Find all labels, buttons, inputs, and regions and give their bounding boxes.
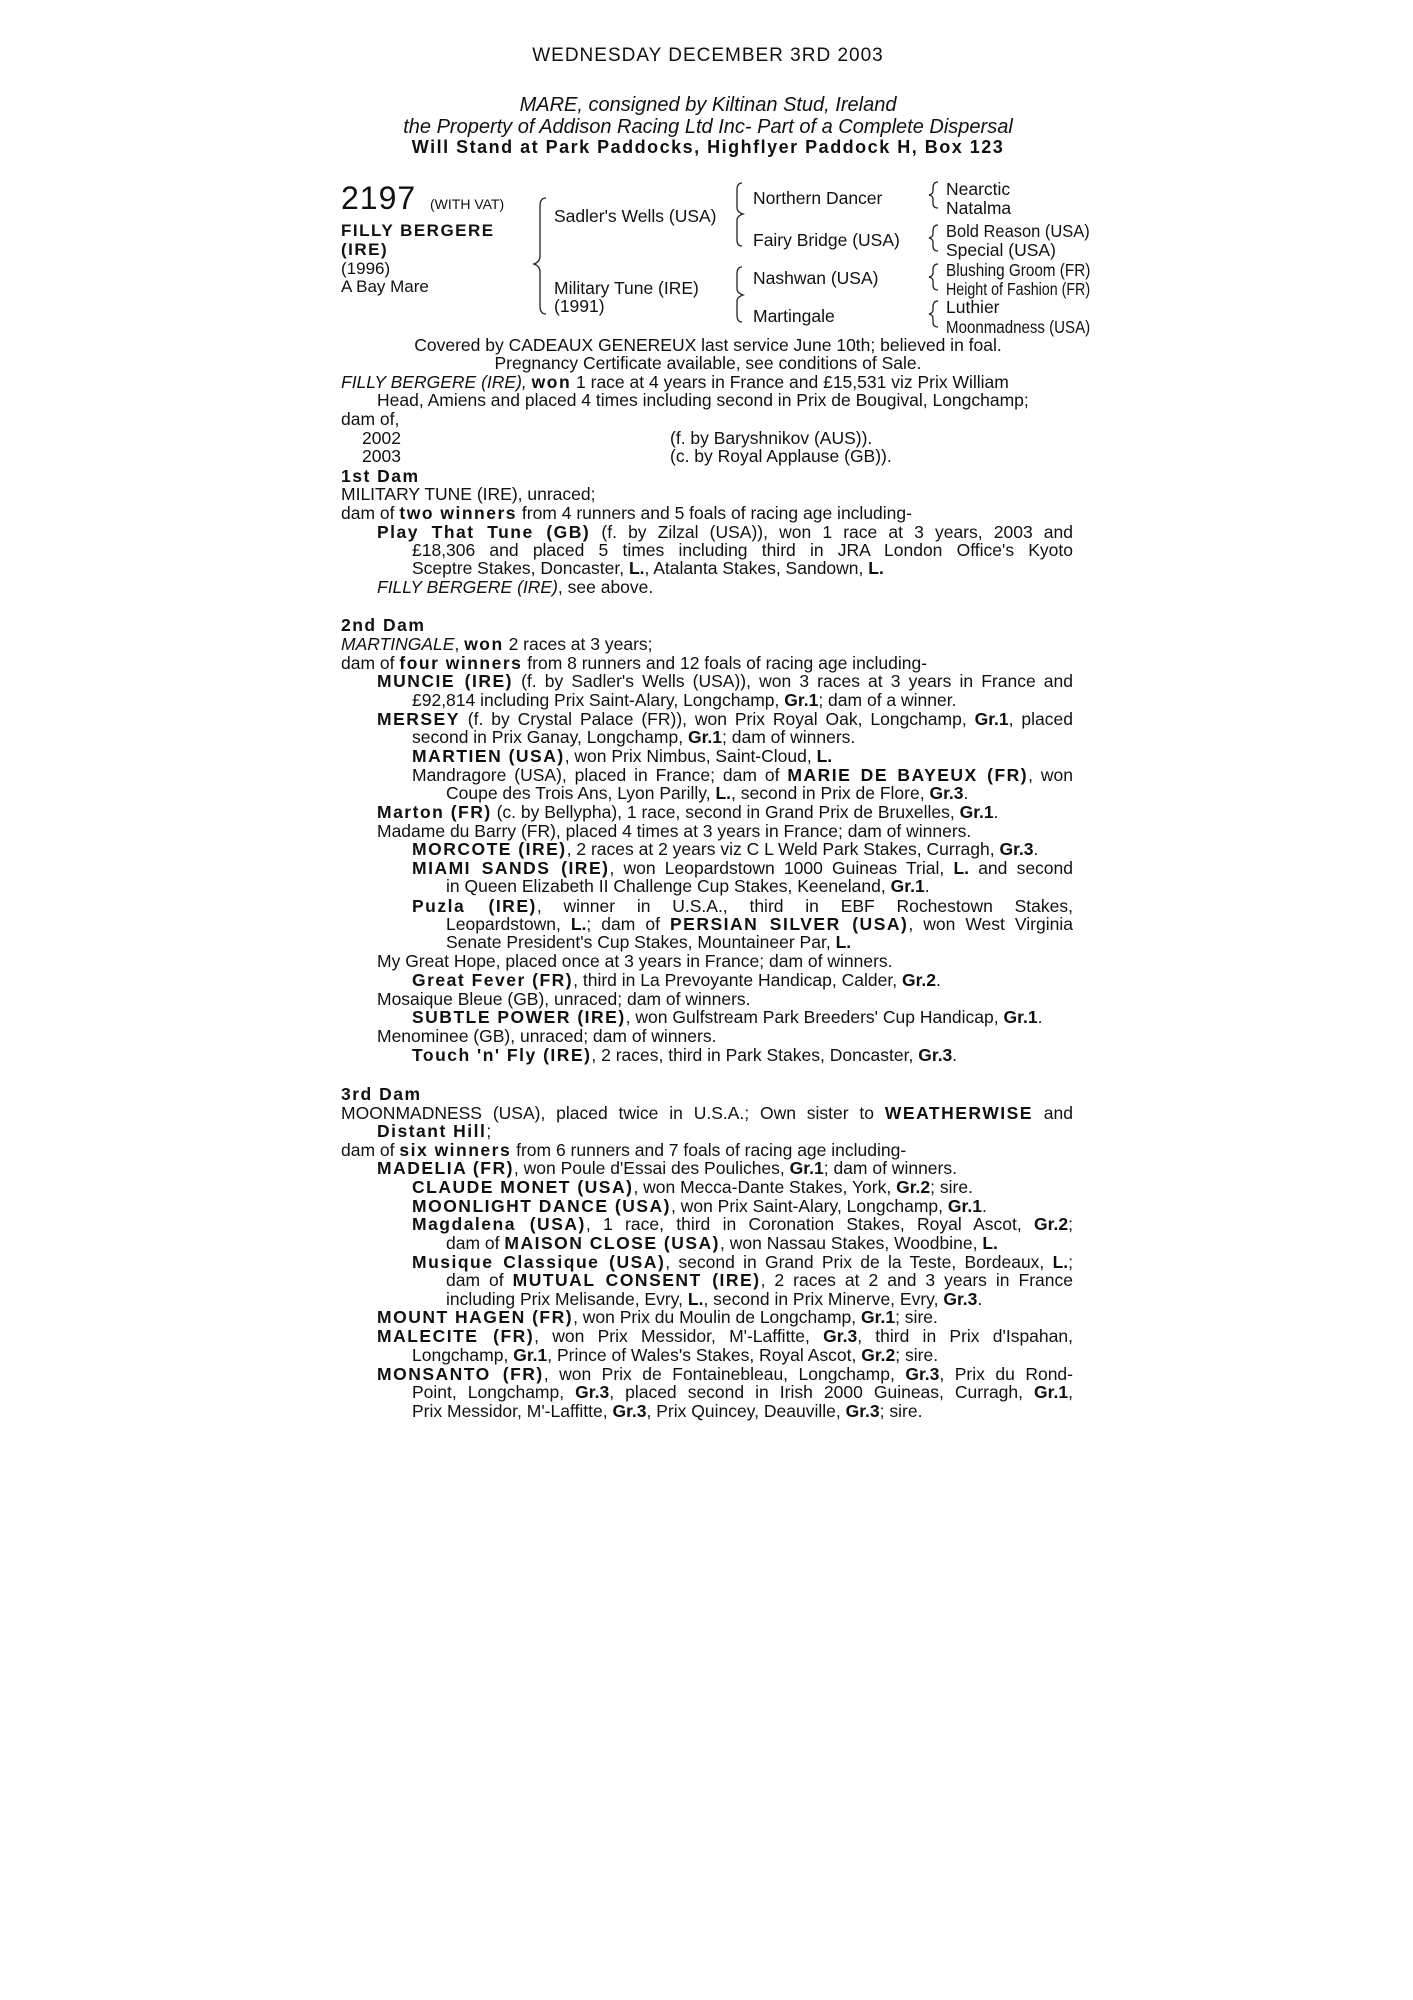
horse-name: FILLY BERGERE [341, 221, 495, 240]
produce-year: 2003 [362, 446, 401, 466]
produce-muncie: MUNCIE (IRE) (f. by Sadler's Wells (USA)), won 3 races at 3 years in France and [377, 672, 1073, 691]
produce-miami-sands: MIAMI SANDS (IRE), won Leopardstown 1000 Guineas Trial, L. and second [412, 859, 1073, 878]
produce-line: Coupe des Trois Ans, Lyon Parilly, L., second in Prix de Flore, Gr.3. [446, 783, 969, 803]
produce-menominee: Menominee (GB), unraced; dam of winners. [377, 1026, 717, 1046]
dam-sire-dam: Height of Fashion (FR) [946, 279, 1091, 299]
sire-sire-dam: Natalma [946, 198, 1012, 218]
produce-line: Sceptre Stakes, Doncaster, L., Atalanta Stakes, Sandown, L. [412, 558, 884, 578]
produce-marton: Marton (FR) (c. by Bellypha), 1 race, second in Grand Prix de Bruxelles, Gr.1. [377, 802, 999, 822]
dam-sire-sire: Blushing Groom (FR) [946, 260, 1091, 280]
produce-claude-monet: CLAUDE MONET (USA), won Mecca-Dante Stakes, York, Gr.2; sire. [412, 1177, 973, 1197]
sire-sire: Northern Dancer [753, 188, 883, 208]
produce-line: £18,306 and placed 5 times including third in JRA London Office's Kyoto [412, 541, 1073, 560]
produce-morcote: MORCOTE (IRE), 2 races at 2 years viz C L Weld Park Stakes, Curragh, Gr.3. [412, 839, 1039, 859]
produce-touch-n-fly: Touch 'n' Fly (IRE), 2 races, third in Park Stakes, Doncaster, Gr.3. [412, 1045, 958, 1065]
produce-monsanto: MONSANTO (FR), won Prix de Fontainebleau, Longchamp, Gr.3, Prix du Rond- [377, 1365, 1073, 1384]
vat-note: (WITH VAT) [430, 196, 505, 212]
sale-date: WEDNESDAY DECEMBER 3RD 2003 [532, 45, 884, 66]
record-line-1: FILLY BERGERE (IRE), won 1 race at 4 years in France and £15,531 viz Prix William [341, 372, 1009, 392]
lot-number: 2197 [341, 180, 417, 216]
produce-mosaique-bleue: Mosaique Bleue (GB), unraced; dam of winners. [377, 989, 751, 1009]
produce-line: in Queen Elizabeth II Challenge Cup Stakes, Keeneland, Gr.1. [446, 876, 930, 896]
pregnancy-note: Pregnancy Certificate available, see conditions of Sale. [494, 353, 922, 373]
produce-filly-bergere: FILLY BERGERE (IRE), see above. [377, 577, 654, 597]
first-dam-summary: dam of two winners from 4 runners and 5 foals of racing age including- [341, 503, 912, 523]
second-dam-summary: dam of four winners from 8 runners and 12 foals of racing age including- [341, 653, 928, 673]
produce-line: Leopardstown, L.; dam of PERSIAN SILVER (USA), won West Virginia [446, 915, 1073, 934]
produce-great-fever: Great Fever (FR), third in La Prevoyante Handicap, Calder, Gr.2. [412, 970, 941, 990]
sire-dam: Fairy Bridge (USA) [753, 230, 900, 250]
sire-dam-sire: Bold Reason (USA) [946, 221, 1090, 241]
produce-malecite: MALECITE (FR), won Prix Messidor, M'-Laffitte, Gr.3, third in Prix d'Ispahan, [377, 1327, 1073, 1346]
produce-line: Senate President's Cup Stakes, Mountaineer Par, L. [446, 932, 852, 952]
produce-mersey: MERSEY (f. by Crystal Palace (FR)), won Prix Royal Oak, Longchamp, Gr.1, placed [377, 710, 1073, 729]
produce-madame-du-barry: Madame du Barry (FR), placed 4 times at 3 years in France; dam of winners. [377, 821, 972, 841]
produce-line: dam of MUTUAL CONSENT (IRE), 2 races at 2 and 3 years in France [446, 1271, 1073, 1290]
produce-puzla: Puzla (IRE), winner in U.S.A., third in EBF Rochestown Stakes, [412, 897, 1073, 916]
pedigree-braces [0, 0, 1413, 340]
produce-subtle-power: SUBTLE POWER (IRE), won Gulfstream Park Breeders' Cup Handicap, Gr.1. [412, 1007, 1043, 1027]
produce-moonlight-dance: MOONLIGHT DANCE (USA), won Prix Saint-Alary, Longchamp, Gr.1. [412, 1196, 987, 1216]
sire: Sadler's Wells (USA) [554, 206, 717, 226]
horse-country: (IRE) [341, 240, 389, 259]
second-dam-heading: 2nd Dam [341, 615, 426, 635]
produce-line: Point, Longchamp, Gr.3, placed second in Irish 2000 Guineas, Curragh, Gr.1, [412, 1383, 1073, 1402]
record-dam-of: dam of, [341, 409, 400, 429]
produce-play-that-tune: Play That Tune (GB) (f. by Zilzal (USA)), won 1 race at 3 years, 2003 and [377, 523, 1073, 542]
stand-location: Will Stand at Park Paddocks, Highflyer Paddock H, Box 123 [411, 137, 1005, 157]
property-line: the Property of Addison Racing Ltd Inc- Part of a Complete Dispersal [403, 116, 1013, 138]
dam-dam-dam: Moonmadness (USA) [946, 317, 1091, 337]
first-dam-heading: 1st Dam [341, 466, 420, 486]
first-dam-name: MILITARY TUNE (IRE), unraced; [341, 484, 596, 504]
produce-detail: (c. by Royal Applause (GB)). [670, 446, 892, 466]
produce-line: £92,814 including Prix Saint-Alary, Longchamp, Gr.1; dam of a winner. [412, 690, 957, 710]
dam-year: (1991) [554, 296, 605, 316]
produce-musique-classique: Musique Classique (USA), second in Grand Prix de la Teste, Bordeaux, L.; [412, 1253, 1073, 1272]
produce-mandragore: Mandragore (USA), placed in France; dam of MARIE DE BAYEUX (FR), won [412, 766, 1073, 785]
horse-year: (1996) [341, 259, 391, 278]
horse-description: A Bay Mare [341, 277, 429, 296]
produce-line: Longchamp, Gr.1, Prince of Wales's Stakes, Royal Ascot, Gr.2; sire. [412, 1345, 939, 1365]
covered-note: Covered by CADEAUX GENEREUX last service June 10th; believed in foal. [414, 335, 1002, 355]
produce-line: second in Prix Ganay, Longchamp, Gr.1; dam of winners. [412, 727, 856, 747]
second-dam-name: MARTINGALE, won 2 races at 3 years; [341, 634, 653, 654]
dam-sire: Nashwan (USA) [753, 268, 879, 288]
record-line-2: Head, Amiens and placed 4 times including second in Prix de Bougival, Longchamp; [377, 390, 1029, 410]
sire-dam-dam: Special (USA) [946, 240, 1056, 260]
produce-my-great-hope: My Great Hope, placed once at 3 years in France; dam of winners. [377, 951, 893, 971]
sire-sire-sire: Nearctic [946, 179, 1011, 199]
produce-line: dam of MAISON CLOSE (USA), won Nassau Stakes, Woodbine, L. [446, 1233, 998, 1253]
produce-detail: (f. by Baryshnikov (AUS)). [670, 428, 873, 448]
produce-martien: MARTIEN (USA), won Prix Nimbus, Saint-Cloud, L. [412, 746, 833, 766]
produce-madelia: MADELIA (FR), won Poule d'Essai des Pouliches, Gr.1; dam of winners. [377, 1158, 957, 1178]
dam: Military Tune (IRE) [554, 278, 699, 298]
dam-dam: Martingale [753, 306, 835, 326]
consignor-line: MARE, consigned by Kiltinan Stud, Ireland [519, 94, 897, 116]
third-dam-name: MOONMADNESS (USA), placed twice in U.S.A.; Own sister to WEATHERWISE and [341, 1104, 1073, 1123]
produce-line: including Prix Melisande, Evry, L., second in Prix Minerve, Evry, Gr.3. [446, 1289, 983, 1309]
dam-dam-sire: Luthier [946, 297, 1000, 317]
third-dam-summary: dam of six winners from 6 runners and 7 foals of racing age including- [341, 1140, 907, 1160]
produce-mount-hagen: MOUNT HAGEN (FR), won Prix du Moulin de Longchamp, Gr.1; sire. [377, 1307, 938, 1327]
produce-year: 2002 [362, 428, 401, 448]
produce-line: Prix Messidor, M'-Laffitte, Gr.3, Prix Quincey, Deauville, Gr.3; sire. [412, 1401, 923, 1421]
third-dam-heading: 3rd Dam [341, 1084, 422, 1104]
produce-magdalena: Magdalena (USA), 1 race, third in Coronation Stakes, Royal Ascot, Gr.2; [412, 1215, 1073, 1234]
third-dam-sister: Distant Hill; [377, 1121, 492, 1141]
